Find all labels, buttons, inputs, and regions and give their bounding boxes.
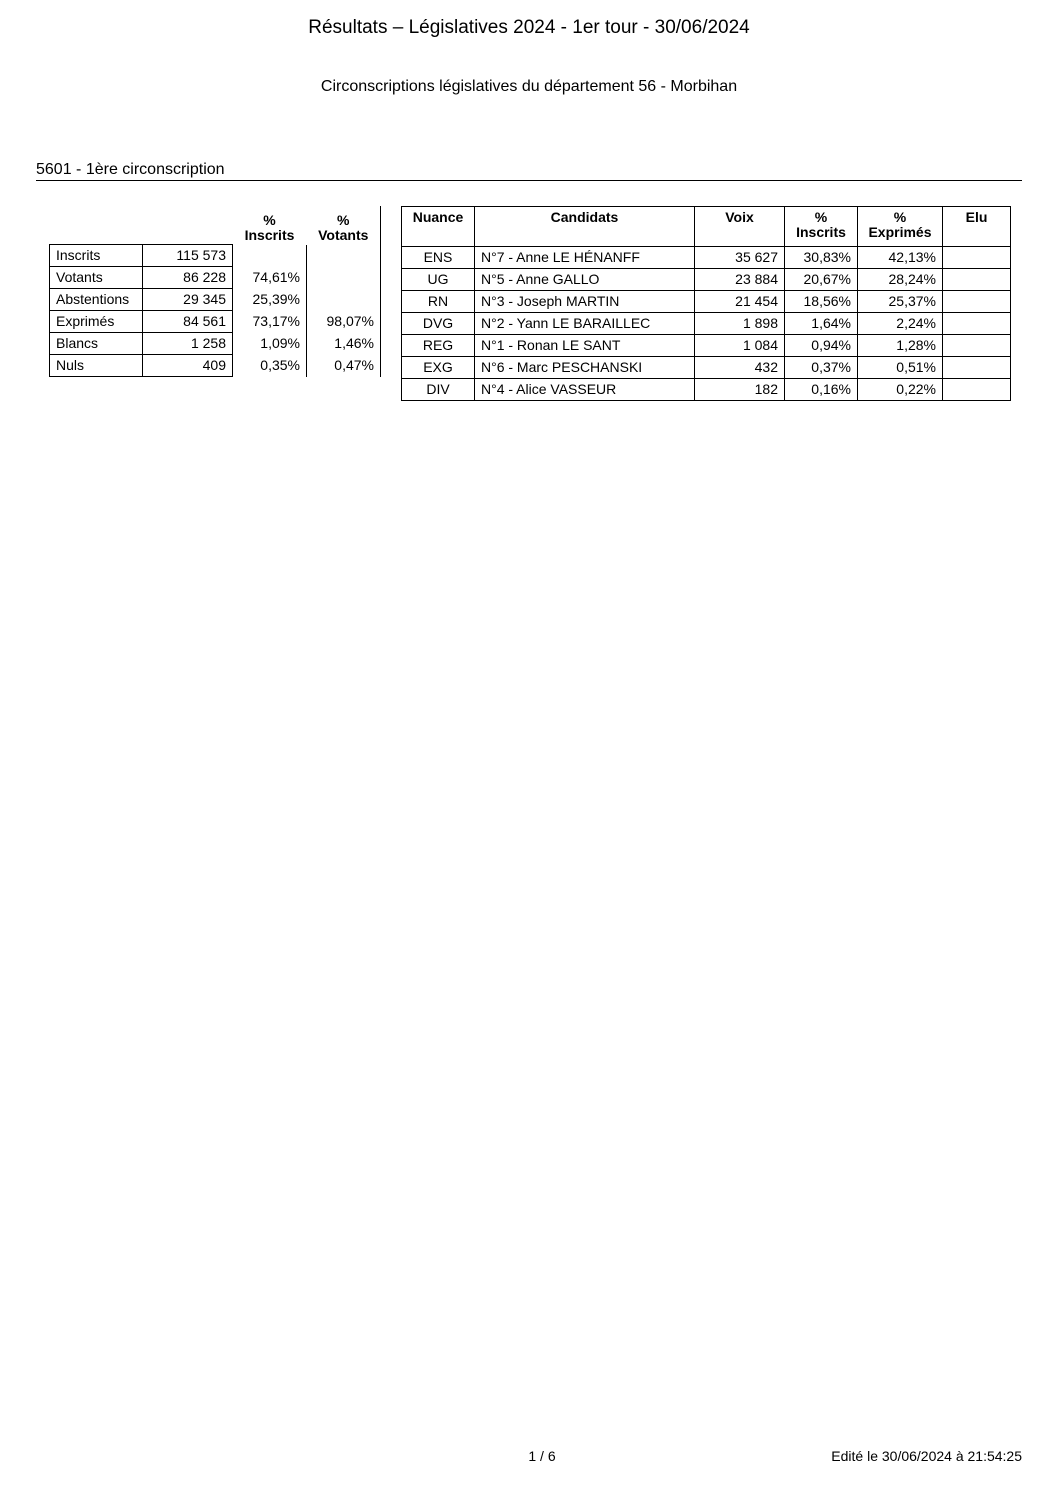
candidate-pct-exprimes: 2,24% [858,313,943,335]
candidate-row [402,247,1011,269]
header-elu: Elu [943,207,1011,247]
candidates-header-row [402,207,1011,247]
candidate-pct-exprimes: 42,13% [858,247,943,269]
candidate-elu [943,379,1011,401]
participation-pct-inscrits: 1,09% [233,333,307,355]
participation-pct-votants: 98,07% [307,311,381,333]
participation-pct-votants [307,289,381,311]
candidate-elu [943,291,1011,313]
candidate-pct-exprimes: 28,24% [858,269,943,291]
candidate-voix: 35 627 [695,247,785,269]
page-subtitle: Circonscriptions législatives du département 56 - Morbihan [320,78,738,95]
participation-label: Exprimés [50,311,143,333]
participation-pct-inscrits [233,245,307,267]
participation-pct-votants [307,245,381,267]
candidate-nuance: DIV [402,379,475,401]
participation-table [49,206,381,377]
participation-label: Abstentions [50,289,143,311]
candidate-name: N°4 - Alice VASSEUR [475,379,695,401]
participation-label: Nuls [50,355,143,377]
candidate-name: N°2 - Yann LE BARAILLEC [475,313,695,335]
participation-value: 1 258 [143,333,233,355]
participation-header-blank [50,206,143,245]
candidate-nuance: DVG [402,313,475,335]
candidate-elu [943,357,1011,379]
participation-row [50,267,381,289]
participation-row [50,333,381,355]
candidate-voix: 21 454 [695,291,785,313]
candidate-nuance: ENS [402,247,475,269]
participation-header-pct-votants [307,206,381,245]
edited-timestamp: Edité le 30/06/2024 à 21:54:25 [831,1448,1022,1464]
candidate-nuance: EXG [402,357,475,379]
participation-header-row [50,206,381,245]
candidate-pct-exprimes: 25,37% [858,291,943,313]
section-title: 5601 - 1ère circonscription [36,161,225,178]
candidate-nuance: UG [402,269,475,291]
header-label: % Exprimés [868,209,932,240]
candidate-pct-inscrits: 18,56% [785,291,858,313]
participation-row [50,355,381,377]
participation-value: 29 345 [143,289,233,311]
participation-pct-inscrits: 25,39% [233,289,307,311]
candidate-nuance: REG [402,335,475,357]
candidate-name: N°1 - Ronan LE SANT [475,335,695,357]
candidate-elu [943,269,1011,291]
candidate-row [402,357,1011,379]
participation-row [50,245,381,267]
candidate-pct-exprimes: 0,22% [858,379,943,401]
participation-pct-inscrits: 0,35% [233,355,307,377]
header-pct-exprimes [858,207,943,247]
candidate-voix: 1 084 [695,335,785,357]
page-title: Résultats – Législatives 2024 - 1er tour - 30/06/2024 [308,17,750,38]
participation-label: Inscrits [50,245,143,267]
header-label: % Votants [318,211,369,243]
candidate-pct-inscrits: 0,16% [785,379,858,401]
header-voix: Voix [695,207,785,247]
participation-pct-votants: 1,46% [307,333,381,355]
header-nuance: Nuance [402,207,475,247]
header-pct-inscrits [785,207,858,247]
participation-pct-inscrits: 74,61% [233,267,307,289]
participation-row [50,289,381,311]
candidate-pct-inscrits: 20,67% [785,269,858,291]
candidate-row [402,313,1011,335]
page-number: 1 / 6 [528,1448,556,1464]
candidate-nuance: RN [402,291,475,313]
candidates-table [401,206,1011,401]
section-divider [36,180,1022,181]
candidate-row [402,335,1011,357]
candidate-pct-inscrits: 0,37% [785,357,858,379]
candidate-pct-exprimes: 0,51% [858,357,943,379]
candidate-pct-inscrits: 0,94% [785,335,858,357]
candidate-voix: 432 [695,357,785,379]
header-label: % Inscrits [796,209,846,240]
participation-value: 115 573 [143,245,233,267]
candidate-pct-inscrits: 1,64% [785,313,858,335]
participation-value: 84 561 [143,311,233,333]
candidate-row [402,269,1011,291]
header-candidats: Candidats [475,207,695,247]
candidate-name: N°7 - Anne LE HÉNANFF [475,247,695,269]
candidate-voix: 182 [695,379,785,401]
candidate-voix: 23 884 [695,269,785,291]
participation-label: Blancs [50,333,143,355]
participation-pct-inscrits: 73,17% [233,311,307,333]
candidate-voix: 1 898 [695,313,785,335]
candidate-elu [943,335,1011,357]
candidate-name: N°5 - Anne GALLO [475,269,695,291]
candidate-name: N°6 - Marc PESCHANSKI [475,357,695,379]
candidate-name: N°3 - Joseph MARTIN [475,291,695,313]
candidate-elu [943,313,1011,335]
participation-value: 409 [143,355,233,377]
participation-pct-votants [307,267,381,289]
header-label: % Inscrits [244,211,295,243]
candidate-pct-exprimes: 1,28% [858,335,943,357]
participation-header-blank [143,206,233,245]
candidate-pct-inscrits: 30,83% [785,247,858,269]
candidate-row [402,379,1011,401]
participation-pct-votants: 0,47% [307,355,381,377]
candidate-row [402,291,1011,313]
participation-header-pct-inscrits [233,206,307,245]
candidate-elu [943,247,1011,269]
participation-value: 86 228 [143,267,233,289]
participation-row [50,311,381,333]
participation-label: Votants [50,267,143,289]
